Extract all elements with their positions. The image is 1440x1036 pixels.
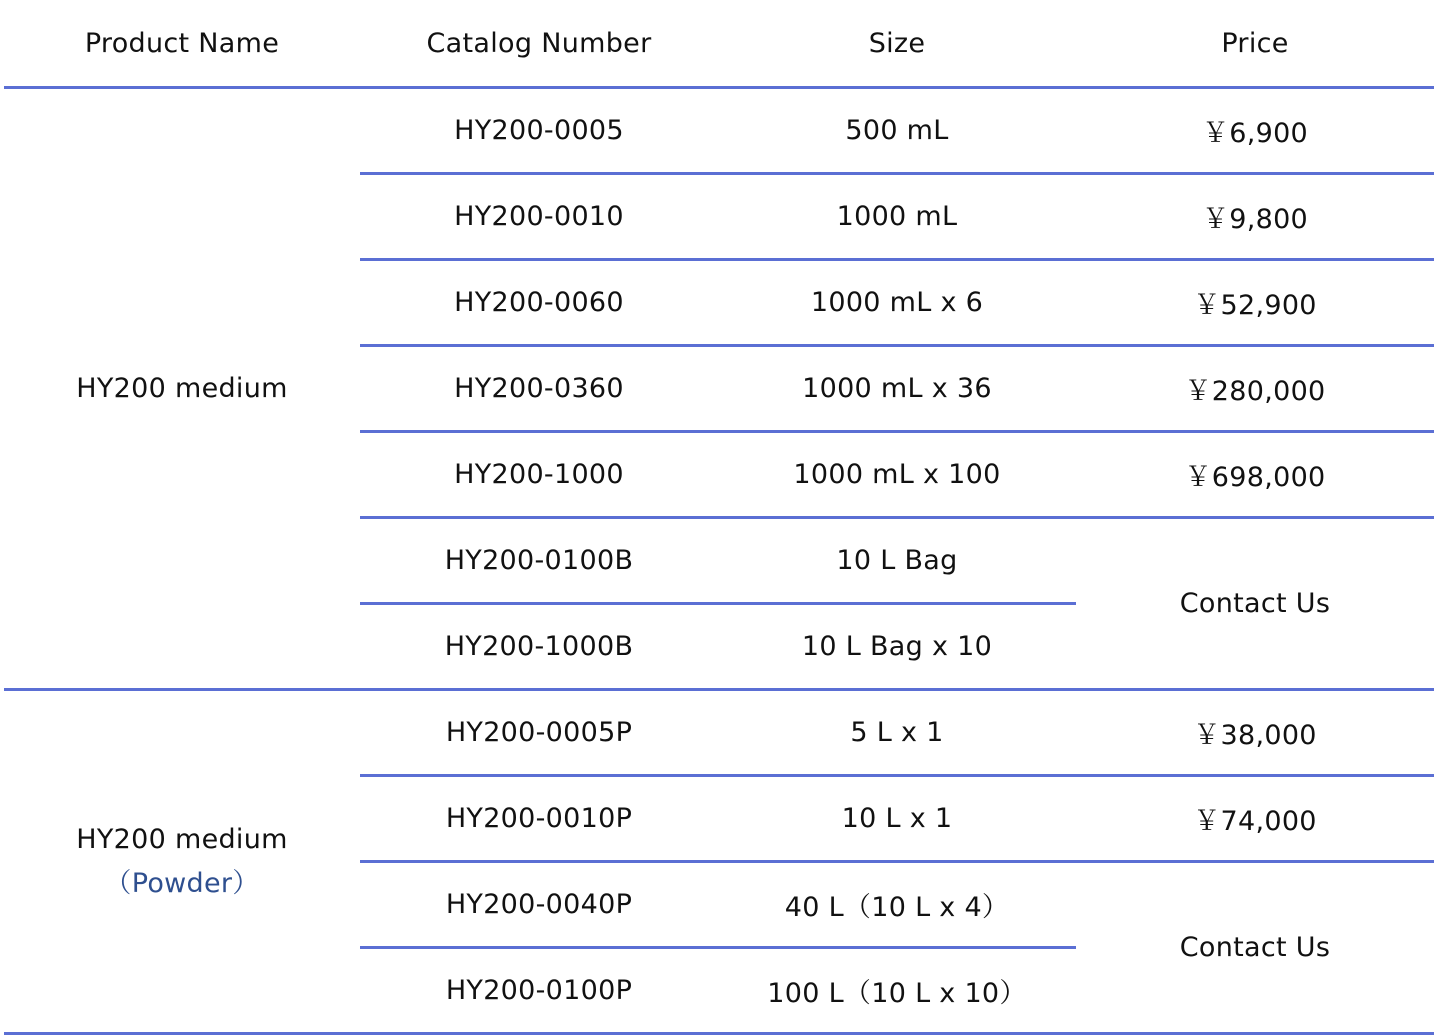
- size-cell: 1000 mL x 6: [718, 260, 1076, 346]
- product-price-table: [4, 0, 1434, 1035]
- price-cell: Contact Us: [1076, 518, 1434, 690]
- size-cell: 1000 mL: [718, 174, 1076, 260]
- size-cell: 10 L Bag x 10: [718, 604, 1076, 690]
- catalog-cell: HY200-0005P: [360, 690, 718, 776]
- catalog-cell: HY200-0100P: [360, 948, 718, 1034]
- size-cell: 1000 mL x 100: [718, 432, 1076, 518]
- product-name-cell: [4, 690, 360, 1034]
- price-cell: ￥74,000: [1076, 776, 1434, 862]
- price-cell: ￥698,000: [1076, 432, 1434, 518]
- product-name: HY200 medium: [76, 373, 288, 404]
- catalog-cell: HY200-0060: [360, 260, 718, 346]
- size-cell: 1000 mL x 36: [718, 346, 1076, 432]
- table-row: [4, 88, 1434, 174]
- header-catalog-number: Catalog Number: [360, 0, 718, 88]
- catalog-cell: HY200-0360: [360, 346, 718, 432]
- price-cell: ￥52,900: [1076, 260, 1434, 346]
- size-cell: 10 L x 1: [718, 776, 1076, 862]
- price-cell: ￥9,800: [1076, 174, 1434, 260]
- catalog-cell: HY200-1000: [360, 432, 718, 518]
- catalog-cell: HY200-0005: [360, 88, 718, 174]
- catalog-cell: HY200-0010P: [360, 776, 718, 862]
- price-cell: ￥280,000: [1076, 346, 1434, 432]
- catalog-cell: HY200-0040P: [360, 862, 718, 948]
- header-product-name: Product Name: [4, 0, 360, 88]
- table-row: [4, 690, 1434, 776]
- size-cell: 5 L x 1: [718, 690, 1076, 776]
- header-row: [4, 0, 1434, 88]
- header-price: Price: [1076, 0, 1434, 88]
- product-form-note: （Powder）: [104, 867, 260, 899]
- product-name: HY200 medium: [76, 823, 288, 855]
- price-cell: ￥6,900: [1076, 88, 1434, 174]
- size-cell: 100 L（10 L x 10）: [718, 948, 1076, 1034]
- size-cell: 500 mL: [718, 88, 1076, 174]
- size-cell: 40 L（10 L x 4）: [718, 862, 1076, 948]
- catalog-cell: HY200-1000B: [360, 604, 718, 690]
- price-cell: Contact Us: [1076, 862, 1434, 1034]
- size-cell: 10 L Bag: [718, 518, 1076, 604]
- catalog-cell: HY200-0010: [360, 174, 718, 260]
- price-cell: ￥38,000: [1076, 690, 1434, 776]
- product-name-cell: [4, 88, 360, 690]
- header-size: Size: [718, 0, 1076, 88]
- catalog-cell: HY200-0100B: [360, 518, 718, 604]
